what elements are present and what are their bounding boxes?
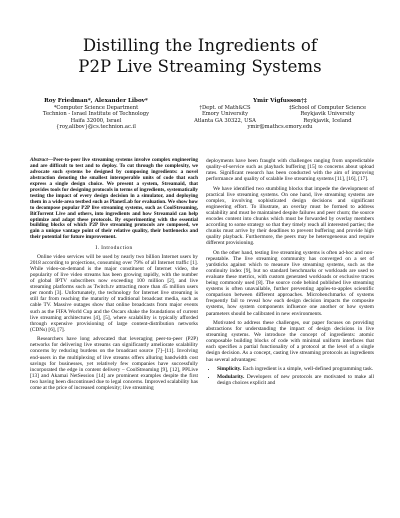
author-inst-left: Technion - Israel Institute of Technology [42, 111, 150, 117]
paper-title-line-2: P2P Live Streaming Systems [78, 57, 322, 76]
affiliation-reykjavik-univ: Reykjavik University [300, 111, 355, 117]
intro-paragraph-2: Researchers have long advocated that leveraging peer-to-peer (P2P) networks for delivering live streams can significantly ameliorate scalability concerns by reducing burdens on the broadcast source [7]–[11]. Involving end-users in the multiplexing of live streams offers alluring bandwidth cost savings for businesses, yet relatively few companies have successfully incorporated the edge in content delivery – CoolStreaming [9], [12], PPLive [13] and Akamai NetSession [14] are prominent examples despite the first two having been discontinued due to legal concerns. Improved scalability has come at the price of increased complexity; live streaming [30, 336, 198, 391]
affiliation-emory-city: Atlanta GA 30322, USA [194, 117, 256, 124]
list-item [217, 374, 374, 386]
affiliation-reykjavik [275, 105, 380, 125]
list-item-text: Developers of new protocols are motivated to make all design choices explicit and [217, 374, 374, 387]
author-email-right: ymir@mathcs.emory.edu [247, 124, 313, 130]
author-email-left: {roy,alibov}@cs.technion.ac.il [56, 124, 136, 130]
affiliation-reykjavik-dept: ‡School of Computer Science [288, 104, 367, 111]
right-paragraph-2: On the other hand, testing live streaming systems is often ad-hoc and non-repeatable. The live streaming community has converged on a set of yardsticks against which to measure live streaming systems, such as the continuity index [9], but no standard benchmarks or workloads are used to evaluate these metrics, with custom generated workloads or exclusive traces being commonly used [8]. The source code behind published live streaming systems is often unavailable, further preventing apples-to-apples scientific comparison between different approaches. Microbenchmarks of systems frequently fail to reveal how each design decision impacts the composite systems, how system components influence one another or how system parameters should be calibrated in new environments. [206, 250, 374, 317]
affiliation-emory-dept: †Dept. of Math&CS [199, 104, 251, 111]
author-block-left [18, 98, 174, 131]
author-city-left: Haifa 32000, Israel [70, 117, 122, 124]
right-column [206, 158, 374, 388]
affiliation-reykjavik-city: Reykjavik, Iceland [303, 117, 352, 124]
author-names-left: Roy Friedman*, Alexander Libov* [44, 98, 148, 104]
list-item-text: Each ingredient is a simple, well-defined programming task. [242, 366, 374, 373]
abstract [30, 158, 198, 241]
affiliation-emory [180, 105, 270, 125]
intro-paragraph-1: Online video services will be used by nearly two billion Internet users by 2018 according to projections, consuming over 79% of all Internet traffic [1]. While video-on-demand is the major constituent of Internet video, the popularity of live video streams has been growing rapidly, with the number of global IPTV subscribers now exceeding 100 million [2], and live streaming platforms such as Twitch.tv attracting more than 45 million users per month [3]. Unfortunately, the technology for Internet live streaming is still far from reaching the maturity of traditional broadcast media, such as cable TV. Massive outages show that online broadcasts from major events such as the FIFA World Cup and the Oscars shake the foundations of current live streaming architectures [4], [5], where scalability is typically afforded through expensive provisioning of large content-distribution networks (CDNs) [6], [7]. [30, 254, 198, 333]
affiliation-emory-univ: Emory University [201, 111, 249, 117]
list-item [217, 366, 374, 372]
author-dept-left: *Computer Science Department [53, 104, 139, 111]
paper-title-line-1: Distilling the Ingredients of [82, 36, 318, 55]
list-item-label: Simplicity. [217, 366, 242, 373]
list-item-label: Modularity. [217, 374, 245, 381]
abstract-text: Peer-to-peer live streaming systems involve complex engineering and are difficult to test and to deploy. To cut through the complexity, we advocate such systems be designed by composing ingredients: a novel abstraction denoting the smallest interoperable units of code that each express a single design choice. We present a system, Streamaid, that provides tools for designing protocols in terms of ingredients, systematically testing the impact of every design decision in a simulator, and deploying them in a wide-area testbed such as PlanetLab for evaluation. We show how to decompose popular P2P live streaming systems, such as CoolStreaming, BitTorrent Live and others, into ingredients and how Streamaid can help optimize and adapt these protocols. By experimenting with the essential building blocks of which P2P live streaming protocols are composed, we gain a unique vantage point of their relative quality, their bottlenecks and their potential for future improvement. [30, 157, 198, 241]
left-column [30, 158, 198, 394]
right-paragraph-0: deployments have been fraught with challenges ranging from unpredictable quality-of-service such as playback buffering [15] to concerns about upload rates. Significant research has been conducted with the aim of improving performance and quality of scalable live streaming systems [11], [16], [17]. [206, 158, 374, 183]
author-block-right [180, 98, 380, 131]
right-paragraph-1: We have identified two stumbling blocks that impede the development of practical live streaming systems. On one hand, live streaming systems are complex, involving sophisticated design decisions and significant engineering effort. To illustrate, an overlay must be formed to address scalability and must be maintained despite failures and peer churn; the source encodes content into chunks which must be forwarded by overlay members according to some strategy so that they timely reach all interested parties; the chunks must arrive by their deadlines to prevent buffering and provide high quality playback. Furthermore, the peers may be heterogeneous and require different provisioning. [206, 185, 374, 247]
abstract-label: Abstract— [30, 157, 54, 163]
advantages-list [206, 366, 374, 386]
section-heading-introduction: I. Introduction [95, 245, 133, 252]
right-paragraph-3: Motivated to address these challenges, our paper focuses on providing abstractions for understanding the impact of design decisions in live streaming systems. We introduce the concept of ingredients: atomic composable building blocks of code with minimal uniform interfaces that each specifies a partial functionality of a protocol at the level of a single design decision. As a concept, casting live streaming protocols as ingredients has several advantages: [206, 320, 374, 363]
affiliation-row [180, 105, 380, 125]
author-name-right: Ymir Vigfusson†‡ [253, 98, 307, 104]
